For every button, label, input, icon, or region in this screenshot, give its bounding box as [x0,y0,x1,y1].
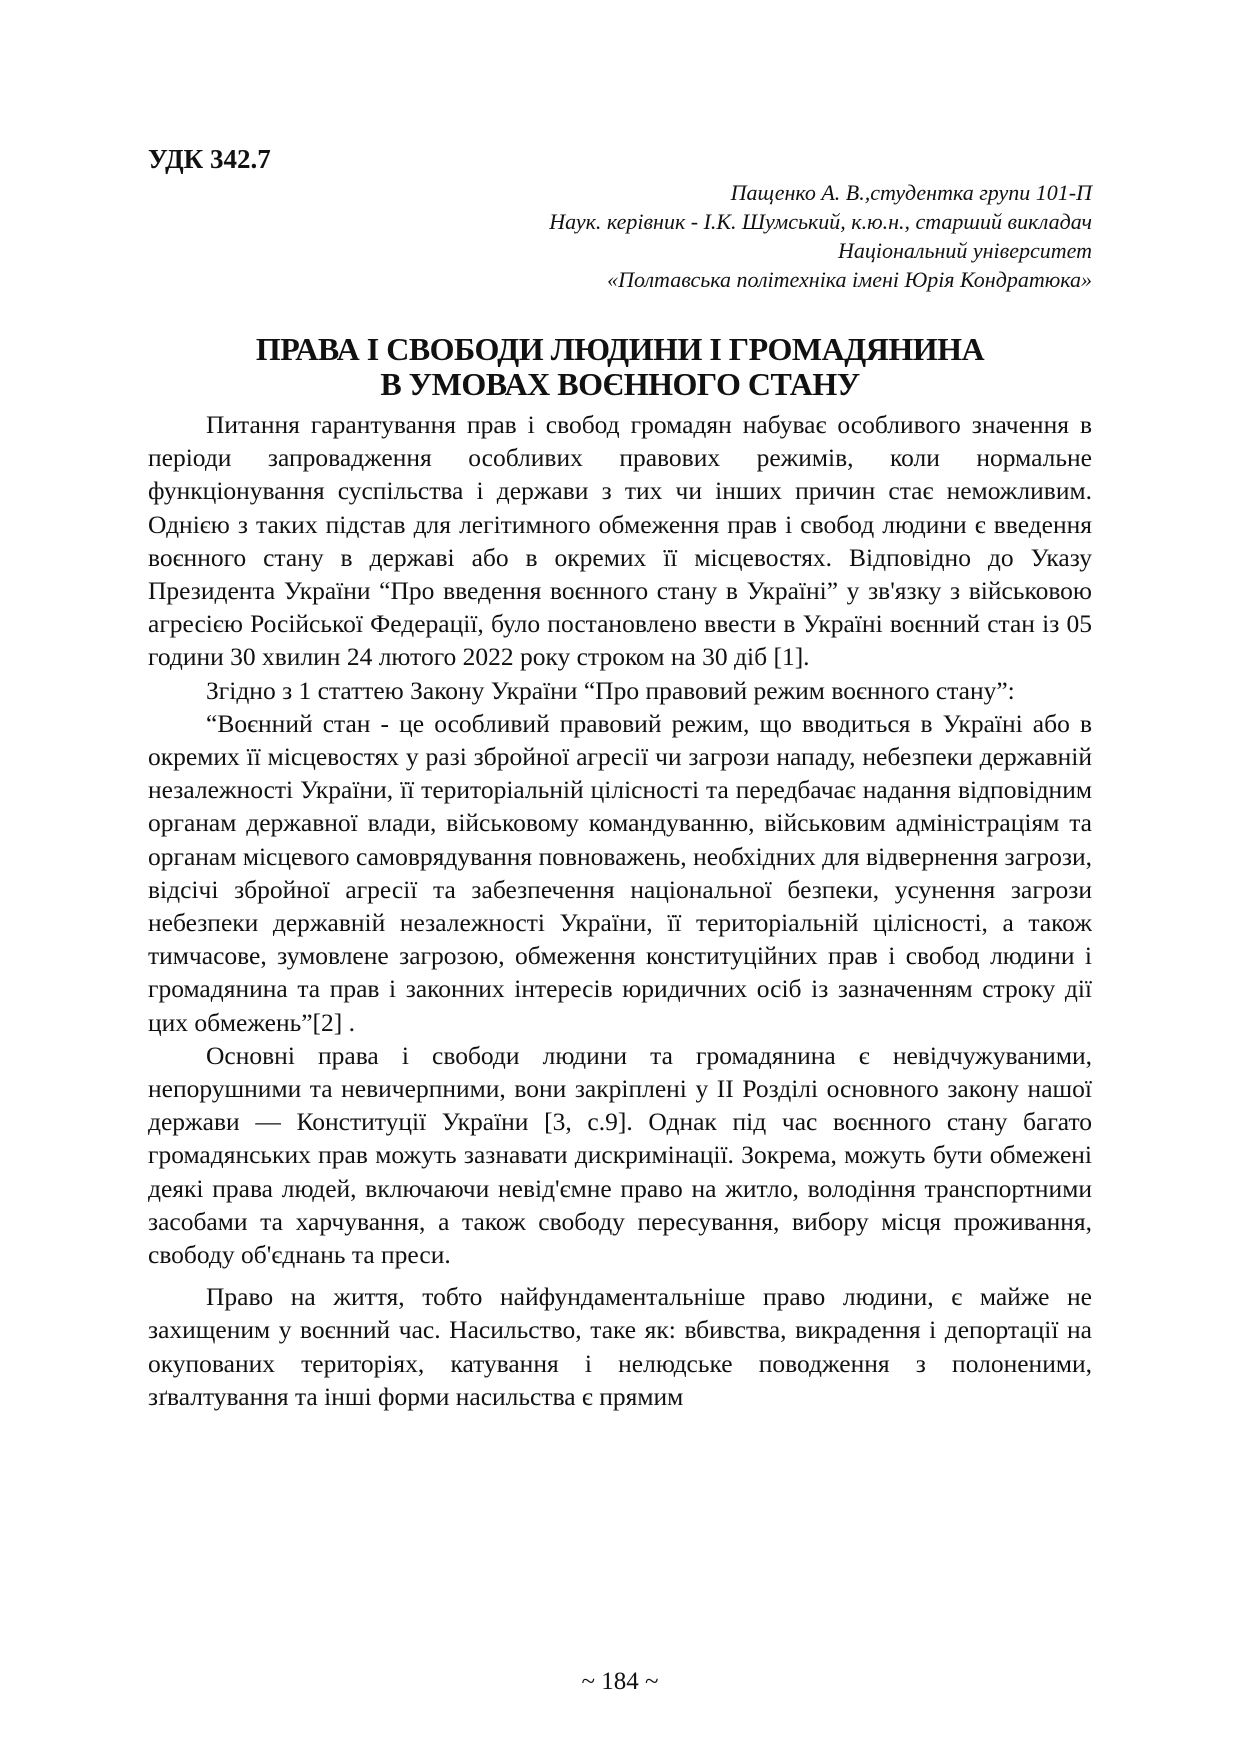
paragraph-5: Право на життя, тобто найфундаментальніше право людини, є майже не захищеним у воєнний час. Насильство, таке як: вбивства, викрадення і депортації на окупованих територіях, катування і нелюдське поводження з полоненими, зґвалтування та інші форми насильства є прямим [148,1282,1092,1411]
udk-code: УДК 342.7 [148,144,271,174]
author-block [148,178,1092,294]
university-name: «Полтавська політехніка імені Юрія Кондратюка» [607,267,1092,292]
author-name: Пащенко А. В.,студентка групи 101-П [730,180,1092,205]
paragraph-2: Згідно з 1 статтею Закону України “Про правовий режим воєнного стану”: [206,675,1015,705]
university: Національний університет [837,238,1092,263]
page-number: ~ 184 ~ [581,1668,659,1695]
paragraph-3-quote: “Воєнний стан - це особливий правовий режим, що вводиться в Україні або в окремих її місцевостях у разі збройної агресії чи загрози нападу, небезпеки державній незалежності України, її територіальній цілісності та передбачає надання відповідним органам державної влади, військовому командуванню, військовим адміністраціям та органам місцевого самоврядування повноважень, необхідних для відвернення загрози, відсічі збройної агресії та забезпечення національної безпеки, усунення загрози небезпеки державній незалежності України, її територіальній цілісності, а також тимчасове, зумовлене загрозою, обмеження конституційних прав і свобод людини і громадянина та прав і законних інтересів юридичних осіб із зазначенням строку дії цих обмежень”[2] . [148,708,1092,1037]
document-page [148,0,1092,1754]
article-body [148,408,1092,1413]
supervisor: Наук. керівник - І.К. Шумський, к.ю.н., старший викладач [549,209,1092,234]
paragraph-1: Питання гарантування прав і свобод громадян набуває особливого значення в періоди запровадження особливих правових режимів, коли нормальне функціонування суспільства і держави з тих чи інших причин стає неможливим. Однією з таких підстав для легітимного обмеження прав і свобод людини є введення воєнного стану в державі або в окремих її місцевостях. Відповідно до Указу Президента України “Про введення воєнного стану в Україні” у зв'язку з військовою агресією Російської Федерації, було постановлено ввести в Україні воєнний стан із 05 години 30 хвилин 24 лютого 2022 року строком на 30 діб [1]. [148,410,1092,672]
title-line-1: ПРАВА І СВОБОДИ ЛЮДИНИ І ГРОМАДЯНИНА [255,331,985,367]
article-title [148,332,1092,402]
paragraph-4: Основні права і свободи людини та громадянина є невідчужуваними, непорушними та невичерпними, вони закріплені у ІІ Розділі основного закону нашої держави — Конституції України [3, с.9]. Однак під час воєнного стану багато громадянських прав можуть зазнавати дискримінації. Зокрема, можуть бути обмежені деякі права людей, включаючи невід'ємне право на житло, володіння транспортними засобами та харчування, а також свободу пересування, вибору місця проживання, свободу об'єднань та преси. [148,1040,1092,1270]
title-line-2: В УМОВАХ ВОЄННОГО СТАНУ [380,366,860,402]
